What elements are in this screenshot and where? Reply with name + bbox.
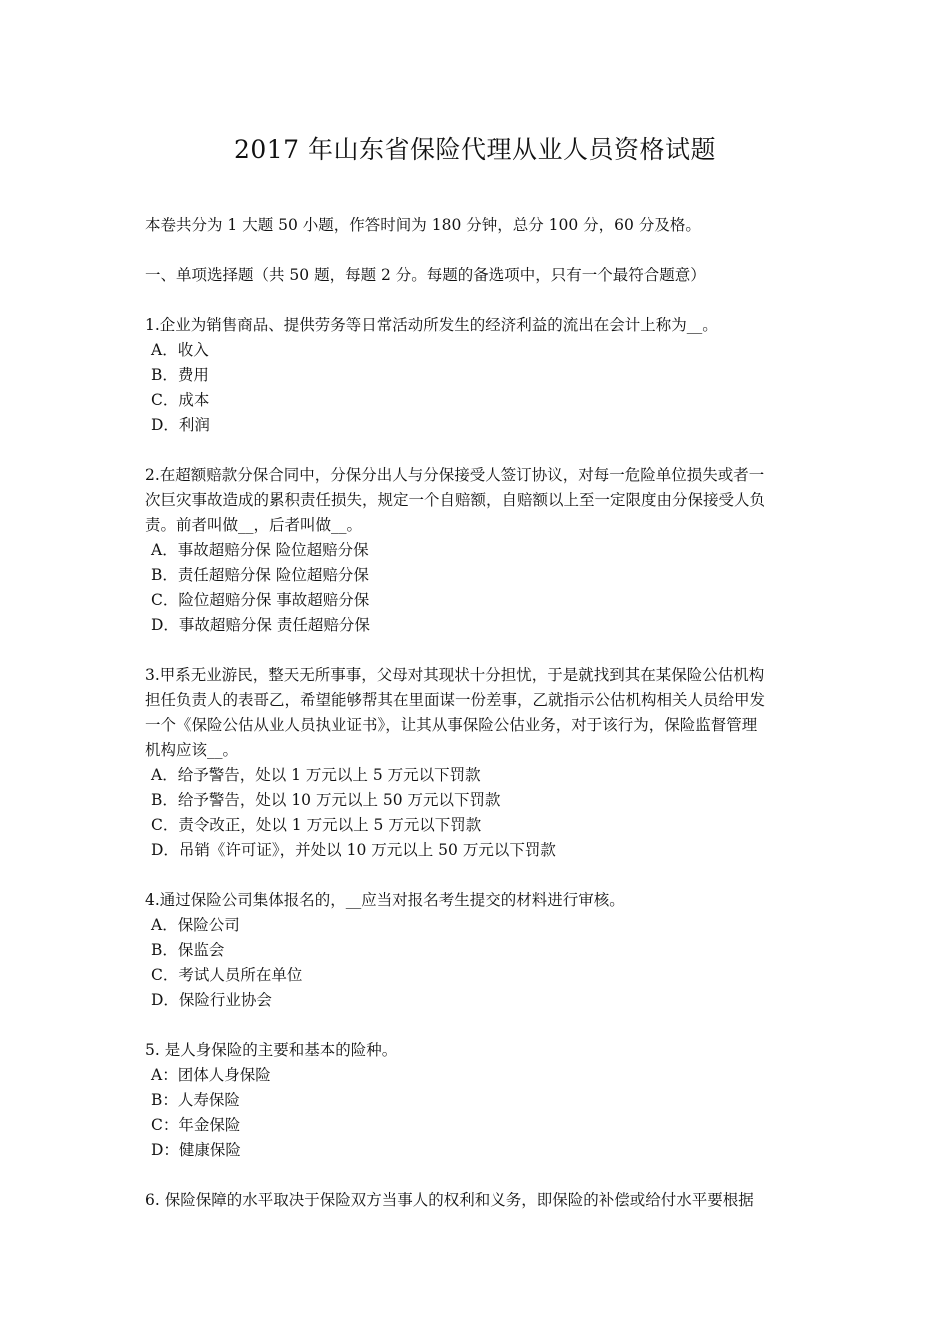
option-c: C：年金保险 — [151, 1116, 241, 1134]
exam-intro: 本卷共分为 1 大题 50 小题，作答时间为 180 分钟，总分 100 分，60 分及格。 — [145, 216, 701, 234]
question-text: 1.企业为销售商品、提供劳务等日常活动所发生的经济利益的流出在会计上称为__。 — [145, 316, 718, 334]
option-a: A：团体人身保险 — [151, 1066, 271, 1084]
question-text: 一个《保险公估从业人员执业证书》，让其从事保险公估业务，对于该行为，保险监督管理 — [145, 716, 758, 734]
option-a: A．收入 — [151, 341, 209, 359]
question-4 — [145, 888, 815, 1013]
option-b: B．责任超赔分保 险位超赔分保 — [151, 566, 369, 584]
option-a: A．保险公司 — [151, 916, 240, 934]
option-b: B．费用 — [151, 366, 209, 384]
question-3 — [145, 663, 815, 863]
question-1 — [145, 313, 815, 438]
option-c: C．成本 — [151, 391, 210, 409]
option-d: D．吊销《许可证》，并处以 10 万元以上 50 万元以下罚款 — [151, 841, 556, 859]
option-a: A．给予警告，处以 1 万元以上 5 万元以下罚款 — [151, 766, 481, 784]
document-title: 2017 年山东省保险代理从业人员资格试题 — [233, 135, 717, 164]
option-d: D．事故超赔分保 责任超赔分保 — [151, 616, 370, 634]
option-d: D：健康保险 — [151, 1141, 241, 1159]
question-text: 次巨灾事故造成的累积责任损失，规定一个自赔额，自赔额以上至一定限度由分保接受人负 — [145, 491, 766, 509]
question-text: 6. 保险保障的水平取决于保险双方当事人的权利和义务，即保险的补偿或给付水平要根据 — [145, 1191, 754, 1209]
question-text: 4.通过保险公司集体报名的，__应当对报名考生提交的材料进行审核。 — [145, 891, 625, 909]
question-text: 机构应该__。 — [145, 741, 239, 759]
question-text: 5. 是人身保险的主要和基本的险种。 — [145, 1041, 398, 1059]
option-b: B：人寿保险 — [151, 1091, 240, 1109]
question-2 — [145, 463, 815, 638]
question-text: 3.甲系无业游民，整天无所事事，父母对其现状十分担忧，于是就找到其在某保险公估机构 — [145, 666, 765, 684]
option-d: D．保险行业协会 — [151, 991, 272, 1009]
option-b: B．给予警告，处以 10 万元以上 50 万元以下罚款 — [151, 791, 501, 809]
option-d: D．利润 — [151, 416, 210, 434]
question-text: 责。前者叫做__，后者叫做__。 — [145, 516, 363, 534]
option-c: C．考试人员所在单位 — [151, 966, 303, 984]
section-heading: 一、单项选择题（共 50 题，每题 2 分。每题的备选项中，只有一个最符合题意） — [145, 266, 706, 284]
option-b: B．保监会 — [151, 941, 225, 959]
option-c: C．责令改正，处以 1 万元以上 5 万元以下罚款 — [151, 816, 482, 834]
option-a: A．事故超赔分保 险位超赔分保 — [151, 541, 369, 559]
question-5 — [145, 1038, 815, 1163]
question-text: 2.在超额赔款分保合同中，分保分出人与分保接受人签订协议，对每一危险单位损失或者一 — [145, 466, 765, 484]
option-c: C．险位超赔分保 事故超赔分保 — [151, 591, 370, 609]
document-body — [145, 213, 815, 1213]
question-text: 担任负责人的表哥乙，希望能够帮其在里面谋一份差事，乙就指示公估机构相关人员给甲发 — [145, 691, 766, 709]
question-6 — [145, 1188, 815, 1213]
